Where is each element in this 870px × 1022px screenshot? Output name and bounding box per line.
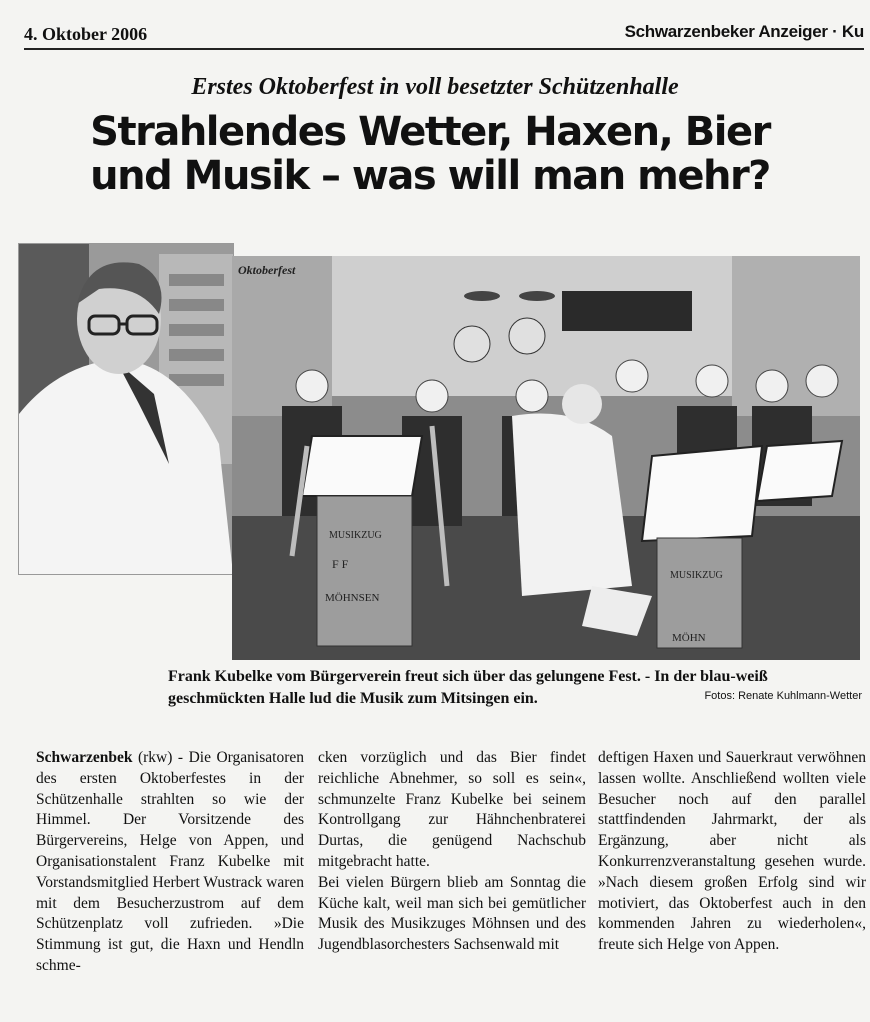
stand-banner-1: MUSIKZUG xyxy=(329,530,382,541)
headline-line-1: Strahlendes Wetter, Haxen, Bier xyxy=(90,109,770,155)
band-illustration xyxy=(232,256,860,660)
article-column-1 xyxy=(36,748,304,977)
column-2-paragraph-1: cken vorzüglich und das Bier findet reichliche Abnehmer, so soll es sein«, schmunzelte Franz Kubelke bei seinem Kontrollgang zur Hähnchenbraterei Durtas, die genügend Nachschub mitgebracht hatte. xyxy=(318,749,586,870)
portrait-illustration xyxy=(19,244,233,574)
article-dateline: Schwarzenbek xyxy=(36,749,133,766)
stand-banner-1b: F F xyxy=(332,557,349,571)
portrait-photo xyxy=(18,243,234,575)
column-2-paragraph-2: Bei vielen Bürgern blieb am Sonntag die Küche kalt, weil man sich bei gemütlicher Musik des Musikzuges Möhnsen und des Jugendblasorchesters Sachsenwald mit xyxy=(318,873,586,954)
headline-line-2: und Musik – was will man mehr? xyxy=(90,153,770,199)
page-header xyxy=(24,22,864,50)
stand-banner-2b: MÖHN xyxy=(672,632,706,644)
article-kicker: Erstes Oktoberfest in voll besetzter Schützenhalle xyxy=(191,74,679,100)
photo-caption: Frank Kubelke vom Bürgerverein freut sich über das gelungene Fest. - In der blau-weiß geschmückten Halle lud die Musik zum Mitsingen ein. xyxy=(168,668,768,707)
publication-name: Schwarzenbeker Anzeiger · Ku xyxy=(624,22,864,41)
column-1-text: (rkw) - Die Organisatoren des ersten Oktoberfestes in der Schützenhalle strahlten so wie der Himmel. Der Vorsitzende des Bürgervereins, Helge von Appen, und Organisationstalent Franz Kubelke mit Vorstandsmitglied Herbert Wustrack waren mit dem Besucherzustrom auf dem Schützenplatz voll zufrieden. »Die Stimmung ist gut, die Haxn und Hendln schme- xyxy=(36,749,304,974)
stand-banner-2: MUSIKZUG xyxy=(670,570,723,581)
photo-credit: Fotos: Renate Kuhlmann-Wetter xyxy=(704,690,862,702)
article-column-3 xyxy=(598,748,866,956)
band-photo xyxy=(232,256,860,660)
article-column-2 xyxy=(318,748,586,956)
banner-text: Oktoberfest xyxy=(238,263,296,277)
article-headline xyxy=(40,110,820,198)
issue-date: 4. Oktober 2006 xyxy=(24,24,148,44)
stand-banner-1c: MÖHNSEN xyxy=(325,592,380,604)
column-3-text: deftigen Haxen und Sauerkraut verwöhnen lassen wollte. Anschließend wollten viele Besucher noch auf den parallel stattfindenden Jahrmarkt, der als Ergänzung, aber nicht als Konkurrenzveranstaltung gesehen wurde. »Nach diesem großen Erfolg sind wir motiviert, das Oktoberfest auch in den kommenden Jahren zu wiederholen«, freute sich Helge von Appen. xyxy=(598,749,866,954)
